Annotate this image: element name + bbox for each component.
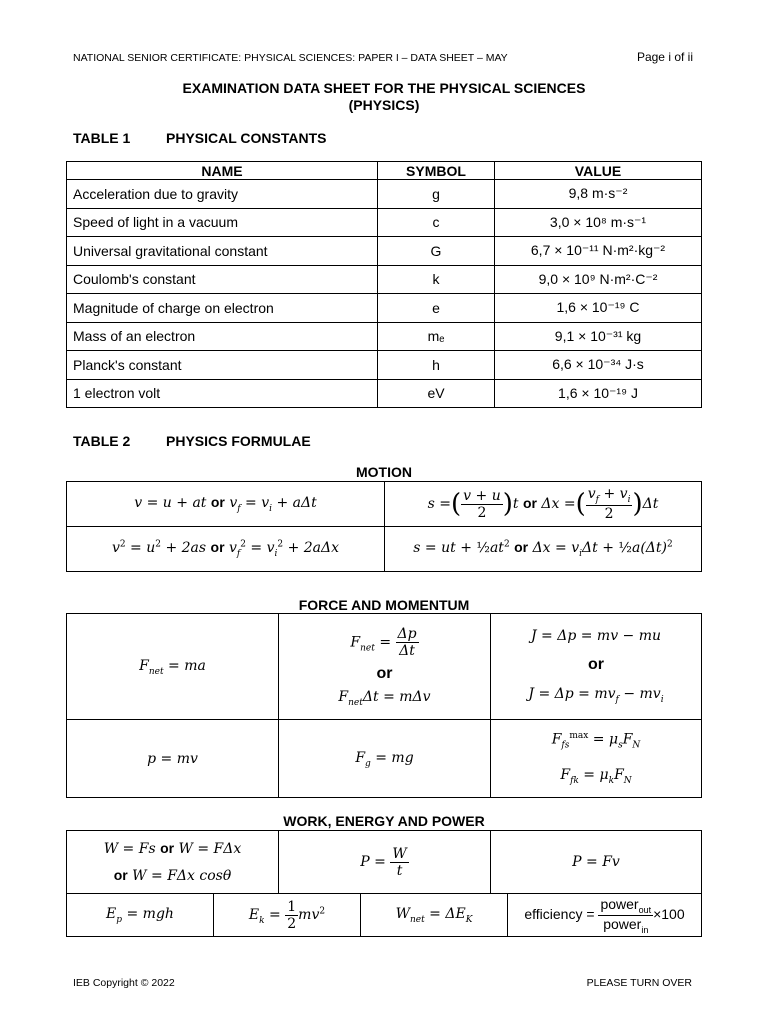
header-text: NATIONAL SENIOR CERTIFICATE: PHYSICAL SCIENCES: PAPER I – DATA SHEET – MAY [73, 52, 508, 64]
formula-work-angle: or W = FΔx cosθ [113, 867, 232, 884]
formula-cell [67, 614, 279, 720]
constant-symbol: eV [378, 379, 495, 408]
column-header-symbol: SYMBOL [378, 162, 495, 180]
formula-displacement-time: s = ut + $\frac{1}{2}at^2$ or $\Delta x = v_i\Delta t$ + $\frac{1}{2}a(\Delta t)^2$ [413, 539, 673, 559]
formula-displacement-average: s =( $\frac{v + u}{2}$ )t or Δx =( $\frac{v_f + v_i}{2}$ )Δt [427, 486, 659, 522]
constant-symbol: e [378, 294, 495, 323]
constant-value: 6,6 × 10⁻³⁴ J·s [495, 351, 702, 380]
or-label: or [588, 656, 604, 674]
title-line-1: EXAMINATION DATA SHEET FOR THE PHYSICAL SCIENCES [182, 80, 586, 96]
formula-cell [67, 831, 279, 894]
page-header [73, 52, 693, 64]
document-title [0, 80, 768, 114]
constant-value: 9,1 × 10⁻³¹ kg [495, 322, 702, 351]
formula-cell [361, 894, 508, 937]
physical-constants-table [66, 161, 702, 408]
or-label: or [376, 664, 393, 682]
table1-number: TABLE 1 [73, 130, 131, 146]
formula-kinetic-friction: $F_{fk} = \mu_kF_N$ [560, 766, 632, 786]
constant-name: Acceleration due to gravity [67, 180, 378, 209]
constant-name: 1 electron volt [67, 379, 378, 408]
formula-momentum: p = mv [147, 750, 198, 767]
footer-copyright: IEB Copyright © 2022 [73, 977, 175, 989]
constant-name: Planck's constant [67, 351, 378, 380]
formula-cell [214, 894, 361, 937]
table-row [67, 265, 702, 294]
formula-velocity: v = u + at or $v_f = v_i + a\Delta t$ [134, 494, 317, 514]
constant-symbol: h [378, 351, 495, 380]
formula-impulse-momentum: J = Δp = mv − mu [530, 628, 662, 645]
constant-value: 9,0 × 10⁹ N·m²·C⁻² [495, 265, 702, 294]
formula-impulse: $F_{net}\Delta t = m\Delta v$ [338, 688, 431, 708]
formula-efficiency: efficiency = $\frac{power_{out}}{power_{in}}$ ×100 [524, 895, 685, 935]
formula-cell [67, 482, 385, 527]
constant-symbol: c [378, 208, 495, 237]
formula-potential-energy: $E_p$ = mgh [106, 906, 174, 925]
table-row [67, 208, 702, 237]
formula-cell [67, 720, 279, 798]
table1-name: PHYSICAL CONSTANTS [166, 130, 327, 146]
title-line-2: (PHYSICS) [348, 97, 420, 113]
constant-value: 3,0 × 10⁸ m·s⁻¹ [495, 208, 702, 237]
formula-kinetic-energy: $E_k$ = $\frac{1}{2}$ $mv^2$ [248, 898, 326, 932]
table2-name: PHYSICS FORMULAE [166, 433, 311, 449]
formula-cell [279, 614, 491, 720]
formula-cell [491, 614, 702, 720]
table2-number: TABLE 2 [73, 433, 131, 449]
constant-value: 1,6 × 10⁻¹⁹ C [495, 294, 702, 323]
table-row [67, 322, 702, 351]
formula-cell [279, 720, 491, 798]
formula-power-work: P = $\frac{W}{t}$ [360, 845, 407, 879]
section-work-title: WORK, ENERGY AND POWER [283, 813, 485, 829]
formula-velocity-squared: $v^2 = u^2 + 2as$ or $v_f^2 = v_i^2 + 2a\Delta x$ [111, 539, 340, 559]
table-row [67, 294, 702, 323]
column-header-value: VALUE [495, 162, 702, 180]
formula-newton-second-law: $F_{net}$ = ma [139, 657, 206, 677]
formula-cell [491, 720, 702, 798]
table1-label [73, 130, 327, 146]
work-formulae-table-bottom [66, 893, 702, 937]
table-row [67, 180, 702, 209]
section-motion-title: MOTION [356, 464, 412, 480]
formula-weight: $F_g$ = mg [355, 749, 414, 769]
formula-cell [67, 527, 385, 572]
formula-cell [385, 527, 702, 572]
table-row [67, 351, 702, 380]
constant-value: 9,8 m·s⁻² [495, 180, 702, 209]
formula-work-energy-theorem: $W_{net} = \Delta E_K$ [395, 906, 473, 925]
constant-name: Mass of an electron [67, 322, 378, 351]
motion-formulae-table [66, 481, 702, 572]
page-number: Page i of ii [636, 50, 693, 64]
table-row [67, 379, 702, 408]
constant-symbol: mₑ [378, 322, 495, 351]
constant-name: Coulomb's constant [67, 265, 378, 294]
formula-cell [67, 894, 214, 937]
formula-power-velocity: P = Fv [572, 854, 620, 870]
formula-work: W = Fs or W = FΔx [103, 840, 242, 857]
table-header-row [67, 162, 702, 180]
formula-cell [508, 894, 702, 937]
section-force-title: FORCE AND MOMENTUM [298, 597, 470, 613]
formula-cell [385, 482, 702, 527]
constant-value: 6,7 × 10⁻¹¹ N·m²·kg⁻² [495, 237, 702, 266]
formula-force-momentum-rate: $F_{net}$ = $\frac{\Delta p}{\Delta t}$ [350, 625, 417, 659]
column-header-name: NAME [67, 162, 378, 180]
footer-turn-over: PLEASE TURN OVER [586, 977, 692, 989]
formula-cell [491, 831, 702, 894]
formula-impulse-momentum-alt: $J = \Delta p = mv_f - mv_i$ [528, 686, 664, 705]
constant-name: Speed of light in a vacuum [67, 208, 378, 237]
constant-value: 1,6 × 10⁻¹⁹ J [495, 379, 702, 408]
constant-symbol: k [378, 265, 495, 294]
work-formulae-table-top [66, 830, 702, 894]
constant-symbol: g [378, 180, 495, 209]
formula-static-friction: $F_{fs}^{max} = \mu_sF_N$ [551, 731, 641, 751]
force-formulae-table [66, 613, 702, 798]
constant-name: Magnitude of charge on electron [67, 294, 378, 323]
formula-cell [279, 831, 491, 894]
constant-name: Universal gravitational constant [67, 237, 378, 266]
table2-label [73, 433, 311, 449]
table-row [67, 237, 702, 266]
constant-symbol: G [378, 237, 495, 266]
